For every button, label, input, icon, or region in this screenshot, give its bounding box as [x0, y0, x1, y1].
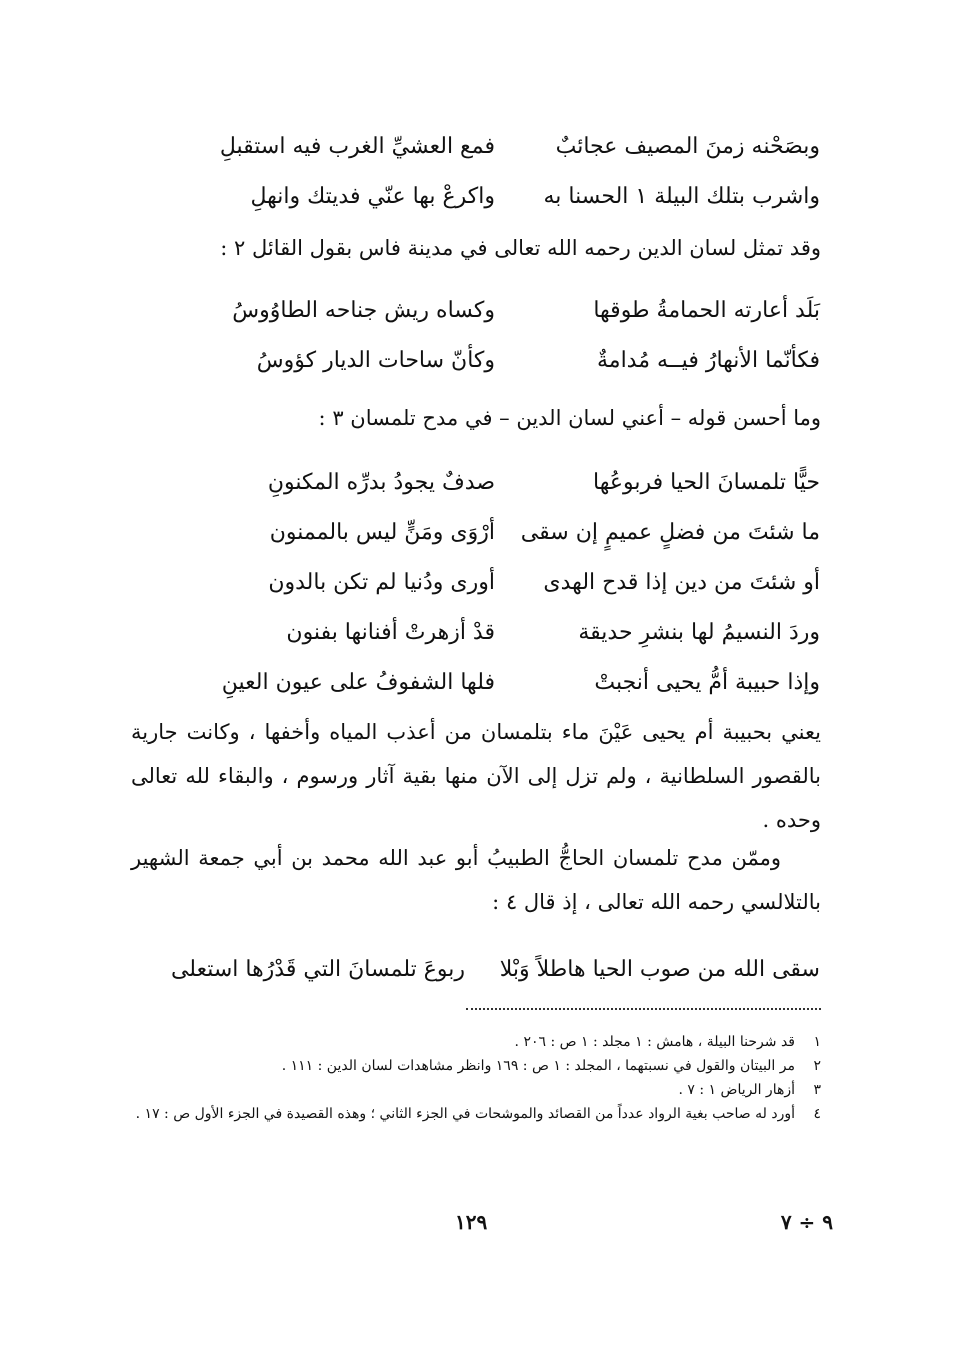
- verse-block-1: [190, 122, 820, 222]
- verse-block-2: [190, 286, 820, 386]
- verse-first-hemistich: وردَ النسيمُ لها بنشرِ حديقة: [578, 620, 820, 645]
- footnote-number: ٤: [813, 1106, 821, 1122]
- verse-second-hemistich: فلها الشفوفُ على عيون العينِ: [221, 670, 495, 695]
- page-number: ١٢٩: [455, 1210, 488, 1234]
- verse-line: [190, 122, 820, 172]
- footnote-item: [131, 1054, 821, 1078]
- verse-second-hemistich: قدْ أزهرتْ أفنانها بفنون: [286, 620, 495, 645]
- verse-first-hemistich: واشرب بتلك البيلة ١ الحسنا به: [543, 184, 820, 209]
- verse-first-hemistich: أو شئتَ من دين إذا قدح الهدى: [543, 570, 820, 595]
- verse-line: [190, 658, 820, 708]
- footnote-number: ٢: [813, 1058, 821, 1074]
- footnote-text: مر البيتان والقول في نسبتهما ، المجلد : ١ ص : ١٦٩ وانظر مشاهدات لسان الدين : ١١١ .: [281, 1058, 795, 1074]
- verse-first-hemistich: بَلَد أعارته الحمامةُ طوقها: [593, 298, 820, 323]
- verse-line: [190, 172, 820, 222]
- intro-text-1: وقد تمثل لسان الدين رحمه الله تعالى في مدينة فاس بقول القائل ٢ :: [220, 236, 821, 260]
- verse-line: [190, 336, 820, 386]
- verse-second-hemistich: واكرعْ بها عنّي فديتك وانهلِ: [250, 184, 495, 209]
- printer-signature: ٩ ÷ ٧: [780, 1210, 833, 1234]
- verse-first-hemistich: حيًّا تلمسانَ الحيا فربوعُها: [592, 470, 820, 495]
- footnote-text: قد شرحنا البيلة ، هامش : ١ مجلد : ١ ص : ٢٠٦ .: [514, 1034, 795, 1050]
- footnote-number: ٣: [813, 1082, 821, 1098]
- footnote-text: أورد له صاحب بغية الرواد عدداً من القصائد والموشحات في الجزء الثاني ؛ وهذه القصيدة في الجزء الأول ص : ١٧ .: [135, 1106, 795, 1122]
- verse-second-hemistich: أرْوَى ومَنٍّ ليس بالممنون: [269, 520, 495, 545]
- verse-second-hemistich: أورى ودُنيا لم تكن بالدون: [268, 570, 495, 595]
- verse-second-hemistich: فمع العشيِّ الغرب فيه استقبلِ: [219, 134, 495, 159]
- footnote-separator: [466, 1008, 821, 1010]
- verse-line: [190, 558, 820, 608]
- verse-line: [190, 458, 820, 508]
- verse-first-hemistich: ما شئتَ من فضلٍ عميمٍ إن سقى: [520, 520, 820, 545]
- verse-line: [150, 945, 820, 995]
- verse-second-hemistich: وكساه ريش جناحه الطاوُوسُ: [232, 298, 495, 323]
- footnote-item: [131, 1030, 821, 1054]
- verse-block-3: [190, 458, 820, 708]
- verse-first-hemistich: فكأنّما الأنهارُ فيــه مُدامةٌ: [596, 348, 820, 373]
- footnotes: [131, 1030, 821, 1126]
- footnote-text: أزهار الرياض ١ : ٧ .: [678, 1082, 795, 1098]
- intro-text-2: وما أحسن قوله – أعني لسان الدين – في مدح تلمسان ٣ :: [318, 406, 821, 430]
- paragraph-1: يعني بحبيبة أم يحيى عَيْنَ ماء بتلمسان من أعذب المياه وأخفها ، وكانت جارية بالقصور السلطانية ، ولم تزل إلى الآن منها بقية آثار ورسوم ، والبقاء لله تعالى وحده .: [131, 720, 821, 832]
- verse-block-4: [150, 945, 820, 995]
- verse-first-hemistich: سقى الله من صوب الحيا هاطلاً وَبْلا: [499, 957, 820, 982]
- verse-second-hemistich: وكأنّ ساحات الديار كؤوسُ: [256, 348, 495, 373]
- footnote-item: [131, 1102, 821, 1126]
- verse-line: [190, 608, 820, 658]
- footnote-number: ١: [813, 1034, 821, 1050]
- verse-second-hemistich: ربوعَ تلمسانَ التي قَدْرُها استعلى: [170, 957, 465, 982]
- footnote-item: [131, 1078, 821, 1102]
- verse-line: [190, 508, 820, 558]
- verse-first-hemistich: وبصَحْنه زمنَ المصيف عجائبٌ: [555, 134, 820, 159]
- verse-second-hemistich: صدفٌ يجودُ بدرِّه المكنونِ: [267, 470, 495, 495]
- verse-first-hemistich: وإذا حبيبة أمُّ يحيى أنجبتْ: [594, 670, 820, 695]
- paragraph-2: وممّن مدح تلمسان الحاجُّ الطبيبُ أبو عبد الله محمد بن أبي جمعة الشهير بالتلالسي رحمه الله تعالى ، إذ قال ٤ :: [131, 846, 821, 914]
- verse-line: [190, 286, 820, 336]
